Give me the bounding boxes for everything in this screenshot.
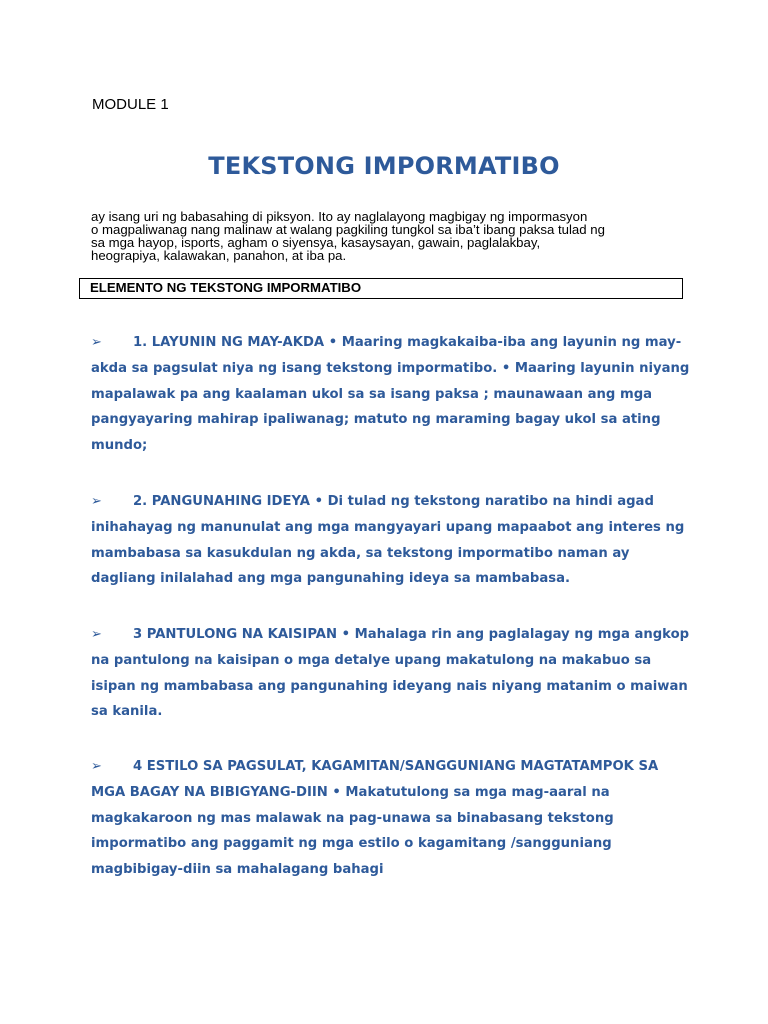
section-heading-box	[79, 278, 683, 299]
intro-paragraph: ay isang uri ng babasahing di piksyon. Ito ay naglalayong magbigay ng impormasyon o magpaliwanag nang malinaw at walang pagkiling tungkol sa iba’t ibang paksa tulad ng sa mga hayop, isports, agham o siyensya, kasaysayan, gawain, paglalakbay, heograpiya, kalawakan, panahon, at iba pa.	[91, 209, 605, 263]
list-item	[91, 489, 691, 592]
list-item	[91, 330, 691, 459]
arrowhead-bullet-icon: ➢	[91, 627, 102, 642]
document-title: TEKSTONG IMPORMATIBO	[208, 152, 560, 180]
arrowhead-bullet-icon: ➢	[91, 335, 102, 350]
arrowhead-bullet-icon: ➢	[91, 759, 102, 774]
list-item-text: 1. LAYUNIN NG MAY-AKDA • Maaring magkakaiba-iba ang layunin ng may-akda sa pagsulat niya ng isang tekstong impormatibo. • Maaring layunin niyang mapalawak pa ang kaalaman ukol sa sa isang paksa ; maunawaan ang mga pangyayaring mahirap ipaliwanag; matuto ng maraming bagay ukol sa ating mundo;	[91, 335, 690, 454]
section-heading: ELEMENTO NG TEKSTONG IMPORMATIBO	[90, 280, 362, 295]
list-item-text: 2. PANGUNAHING IDEYA • Di tulad ng tekstong naratibo na hindi agad inihahayag ng manunulat ang mga mangyayari upang mapaabot ang interes ng mambabasa sa kasukdulan ng akda, sa tekstong impormatibo naman ay dagliang inilalahad ang mga pangunahing ideya sa mambabasa.	[91, 494, 685, 587]
module-label: MODULE 1	[92, 96, 169, 113]
list-item	[91, 622, 691, 725]
arrowhead-bullet-icon: ➢	[91, 494, 102, 509]
list-item-text: 4 ESTILO SA PAGSULAT, KAGAMITAN/SANGGUNIANG MAGTATAMPOK SA MGA BAGAY NA BIBIGYANG-DIIN • Makatutulong sa mga mag-aaral na magkakaroon ng mas malawak na pag-unawa sa binabasang tekstong impormatibo ang paggamit ng mga estilo o kagamitang /sangguniang magbibigay-diin sa mahalagang bahagi	[91, 759, 659, 878]
list-item-text: 3 PANTULONG NA KAISIPAN • Mahalaga rin ang paglalagay ng mga angkop na pantulong na kaisipan o mga detalye upang makatulong na makabuo sa isipan ng mambabasa ang pangunahing ideyang nais niyang matanim o maiwan sa kanila.	[91, 627, 690, 720]
list-item	[91, 754, 691, 883]
